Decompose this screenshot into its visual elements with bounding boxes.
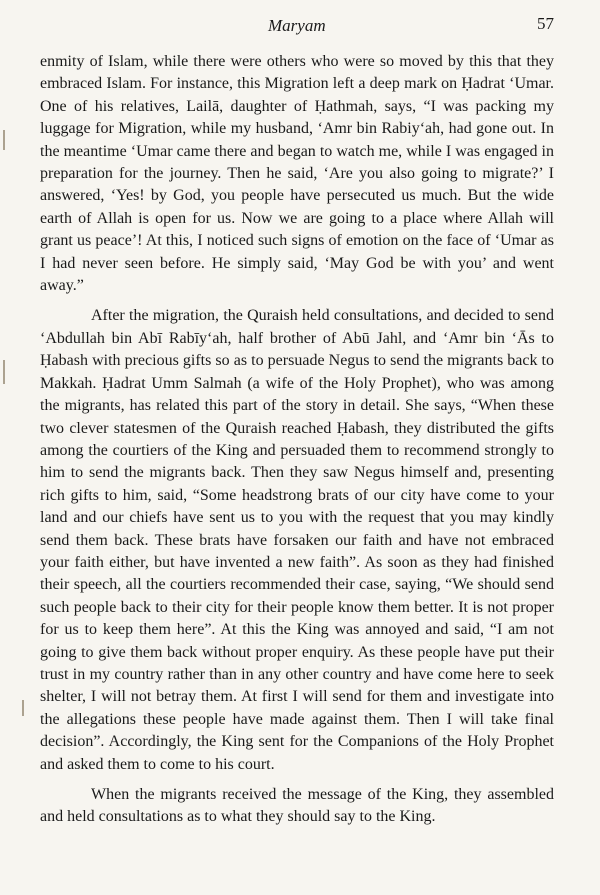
paragraph-continued: enmity of Islam, while there were others who were so moved by this that they embraced Islam. For instance, this Migration left a deep mark on Ḥadrat ‘Umar. One of his relatives, Lailā, daughter of Ḥathmah, says, “I was packing my luggage for Migration, while my husband, ‘Amr bin Rabiy‘ah, had gone out. In the meantime ‘Umar came there and began to watch me, while I was engaged in preparation for the journey. Then he said, ‘Are you also going to migrate?’ I answered, ‘Yes! by God, you people have persecuted us much. But the wide earth of Allah is open for us. Now we are going to a place where Allah will grant us peace’! At this, I noticed such signs of emotion on the face of ‘Umar as I had never seen before. He simply said, ‘May God be with you’ and went away.” [40,53,554,295]
page-header [0,16,600,40]
body-text [40,51,554,829]
page-number: 57 [537,14,554,33]
margin-mark-top [3,130,5,150]
margin-mark-lower [22,700,24,716]
margin-mark-middle [3,360,5,384]
paragraph-migration-consultations: After the migration, the Quraish held consultations, and decided to send ‘Abdullah bin Abī Rabīy‘ah, half brother of Abū Jahl, and ‘Amr bin ‘Ās to Ḥabash with precious gifts so as to persuade Negus to send the migrants back to Makkah. Ḥadrat Umm Salmah (a wife of the Holy Prophet), who was among the migrants, has related this part of the story in detail. She says, “When these two clever statesmen of the Quraish reached Ḥabash, they distributed the gifts among the courtiers of the King and persuaded them to recommend strongly to him to send the migrants back. Then they saw Negus himself and, presenting rich gifts to him, said, “Some headstrong brats of our city have come to your land and our chiefs have sent us to you with the request that you may kindly send them back. These brats have forsaken our faith and have not embraced your faith either, but have invented a new faith”. As soon as they had finished their speech, all the courtiers recommended their case, saying, “We should send such people back to their city for their people know them better. It is not proper for us to keep them here”. At this the King was annoyed and said, “I am not going to give them back without proper enquiry. As these people have put their trust in my country rather than in any other country and have come here to seek shelter, I will not betray them. At first I will send for them and investigate into the allegations these people have made against them. Then I will take final decision”. Accordingly, the King sent for the Companions of the Holy Prophet and asked them to come to his court. [40,307,554,773]
running-title: Maryam [268,16,326,35]
paragraph-migrants-assembled: When the migrants received the message of the King, they assembled and held consultations as to what they should say to the King. [40,786,554,826]
